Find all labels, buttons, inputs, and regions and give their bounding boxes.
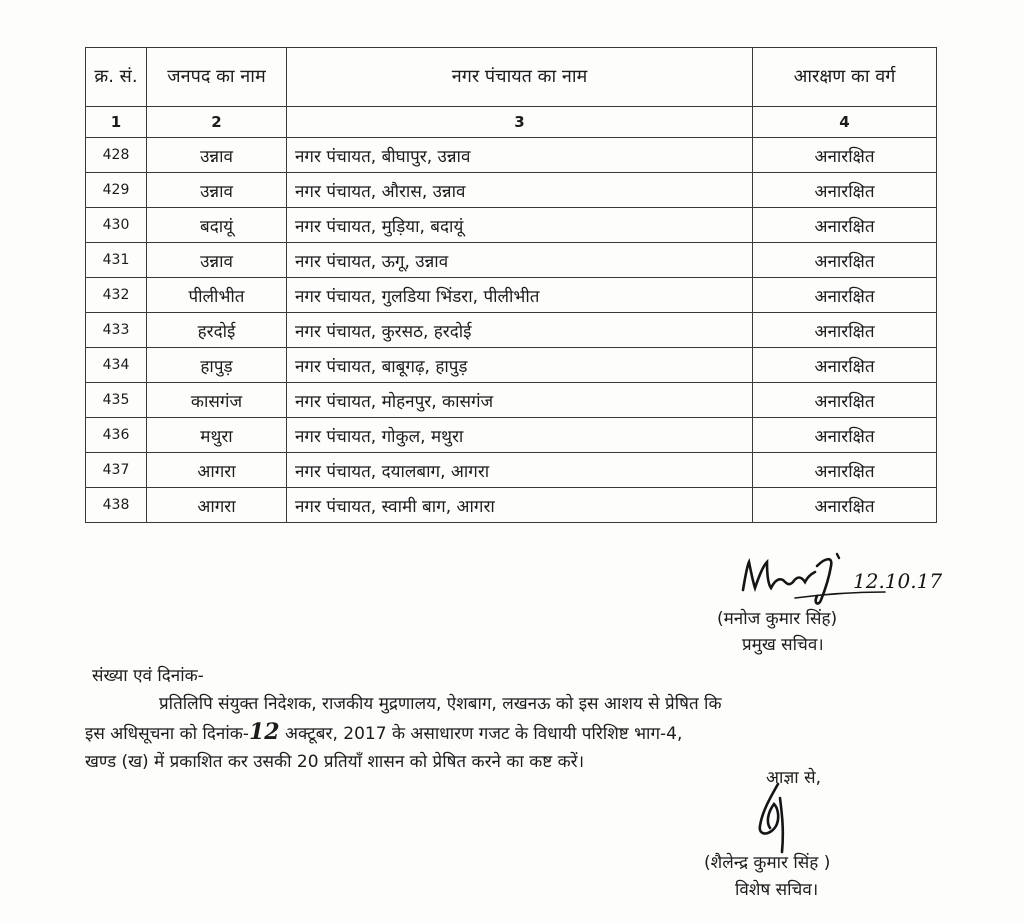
row-sno: 432 <box>86 278 147 313</box>
column-number: 3 <box>287 107 753 138</box>
row-category: अनारक्षित <box>753 313 937 348</box>
row-panchayat-name: नगर पंचायत, स्वामी बाग, आगरा <box>287 488 753 523</box>
row-sno: 438 <box>86 488 147 523</box>
row-category: अनारक्षित <box>753 173 937 208</box>
paragraph-text: इस अधिसूचना को दिनांक- <box>85 724 249 744</box>
row-panchayat-name: नगर पंचायत, मोहनपुर, कासगंज <box>287 383 753 418</box>
row-panchayat-name: नगर पंचायत, औरास, उन्नाव <box>287 173 753 208</box>
row-sno: 431 <box>86 243 147 278</box>
column-number: 2 <box>147 107 287 138</box>
special-secretary-designation: विशेष सचिव। <box>735 880 819 900</box>
row-category: अनारक्षित <box>753 453 937 488</box>
row-sno: 428 <box>86 138 147 173</box>
principal-secretary-designation: प्रमुख सचिव। <box>742 635 824 655</box>
row-sno: 437 <box>86 453 147 488</box>
row-sno: 434 <box>86 348 147 383</box>
handwritten-date: 12 <box>248 719 280 745</box>
table-row <box>86 138 937 173</box>
table-row <box>86 278 937 313</box>
table-row <box>86 313 937 348</box>
row-district: उन्नाव <box>147 173 287 208</box>
paragraph-line: खण्ड (ख) में प्रकाशित कर उसकी 20 प्रतियाँ शासन को प्रेषित करने का कष्ट करें। <box>85 752 585 772</box>
row-panchayat-name: नगर पंचायत, गोकुल, मथुरा <box>287 418 753 453</box>
reservation-table <box>85 47 937 523</box>
column-number: 1 <box>86 107 147 138</box>
row-category: अनारक्षित <box>753 418 937 453</box>
row-district: आगरा <box>147 488 287 523</box>
header-panchayat-name: नगर पंचायत का नाम <box>287 48 753 107</box>
table-row <box>86 173 937 208</box>
table-row <box>86 488 937 523</box>
special-secretary-signature <box>748 778 808 858</box>
table-row <box>86 348 937 383</box>
row-panchayat-name: नगर पंचायत, गुलडिया भिंडरा, पीलीभीत <box>287 278 753 313</box>
row-district: आगरा <box>147 453 287 488</box>
row-district: कासगंज <box>147 383 287 418</box>
table-row <box>86 383 937 418</box>
row-category: अनारक्षित <box>753 383 937 418</box>
row-sno: 436 <box>86 418 147 453</box>
row-district: उन्नाव <box>147 138 287 173</box>
column-number: 4 <box>753 107 937 138</box>
row-sno: 430 <box>86 208 147 243</box>
column-number-row <box>86 107 937 138</box>
row-panchayat-name: नगर पंचायत, ऊगू, उन्नाव <box>287 243 753 278</box>
row-category: अनारक्षित <box>753 348 937 383</box>
special-secretary-name: (शैलेन्द्र कुमार सिंह ) <box>704 853 831 873</box>
row-district: बदायूं <box>147 208 287 243</box>
row-sno: 435 <box>86 383 147 418</box>
row-category: अनारक्षित <box>753 488 937 523</box>
table-header-row <box>86 48 937 107</box>
row-district: हापुड़ <box>147 348 287 383</box>
row-panchayat-name: नगर पंचायत, दयालबाग, आगरा <box>287 453 753 488</box>
row-category: अनारक्षित <box>753 278 937 313</box>
principal-secretary-signature <box>735 548 955 608</box>
row-category: अनारक्षित <box>753 138 937 173</box>
header-district: जनपद का नाम <box>147 48 287 107</box>
header-category: आरक्षण का वर्ग <box>753 48 937 107</box>
principal-secretary-name: (मनोज कुमार सिंह) <box>717 609 838 629</box>
table-row <box>86 418 937 453</box>
row-category: अनारक्षित <box>753 243 937 278</box>
table-row <box>86 243 937 278</box>
row-district: उन्नाव <box>147 243 287 278</box>
header-sno: क्र. सं. <box>86 48 147 107</box>
by-order-text: आज्ञा से, <box>766 768 821 788</box>
row-category: अनारक्षित <box>753 208 937 243</box>
row-panchayat-name: नगर पंचायत, कुरसठ, हरदोई <box>287 313 753 348</box>
row-district: हरदोई <box>147 313 287 348</box>
table-row <box>86 453 937 488</box>
row-sno: 433 <box>86 313 147 348</box>
row-district: मथुरा <box>147 418 287 453</box>
row-panchayat-name: नगर पंचायत, मुड़िया, बदायूं <box>287 208 753 243</box>
table-row <box>86 208 937 243</box>
signature-date: 12.10.17 <box>853 569 943 593</box>
paragraph-line: प्रतिलिपि संयुक्त निदेशक, राजकीय मुद्रणालय, ऐशबाग, लखनऊ को इस आशय से प्रेषित कि <box>159 694 722 714</box>
row-panchayat-name: नगर पंचायत, बाबूगढ़, हापुड़ <box>287 348 753 383</box>
forwarding-paragraph <box>85 690 945 776</box>
reference-heading: संख्या एवं दिनांक- <box>92 666 204 686</box>
paragraph-text: अक्टूबर, 2017 के असाधारण गजट के विधायी परिशिष्ट भाग-4, <box>279 724 683 744</box>
row-sno: 429 <box>86 173 147 208</box>
row-district: पीलीभीत <box>147 278 287 313</box>
paragraph-line <box>85 718 945 748</box>
row-panchayat-name: नगर पंचायत, बीघापुर, उन्नाव <box>287 138 753 173</box>
